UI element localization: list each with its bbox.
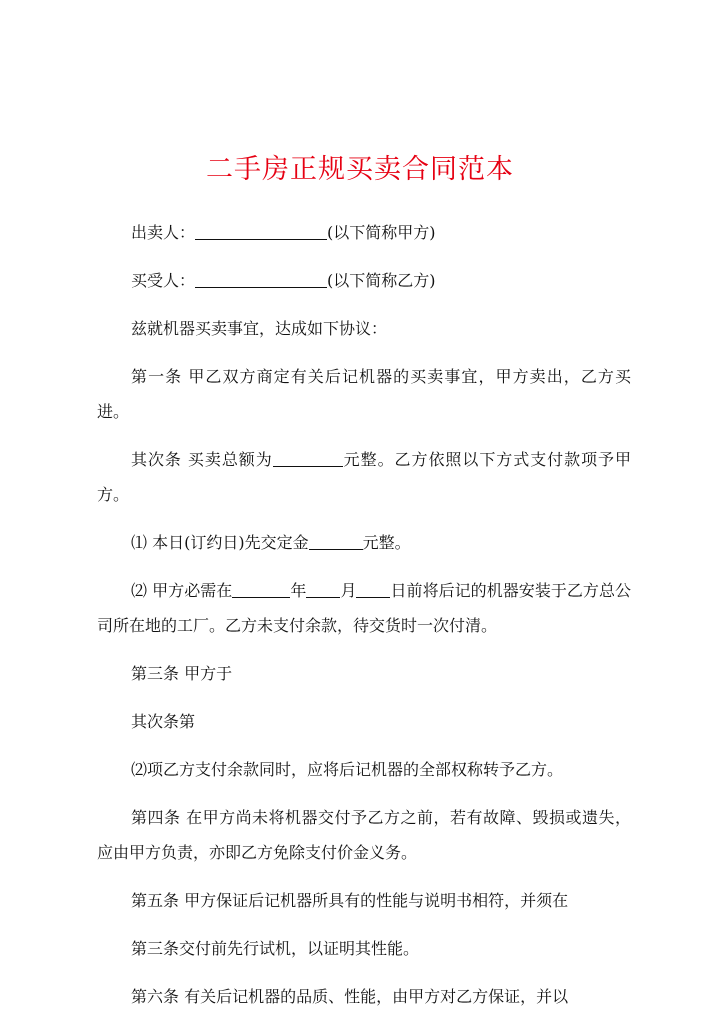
item-2-month: 月 [340, 581, 357, 600]
article-2-prefix: 其次条 买卖总额为 [131, 450, 273, 469]
day-blank [356, 579, 390, 598]
item-1-prefix: ⑴ 本日(订约日)先交定金 [131, 533, 309, 552]
seller-blank [195, 221, 327, 240]
seller-suffix: (以下简称甲方) [327, 223, 436, 242]
article-3-reference: 其次条第 [131, 712, 196, 731]
item-2-prefix: ⑵ 甲方必需在 [131, 581, 233, 600]
item-2 [97, 573, 631, 643]
buyer-line [97, 263, 631, 298]
item-2-suffix: 日前将后记的机器安装于乙方总公司所在地的工厂。乙方未支付余款，待交货时一次付清。 [97, 581, 631, 635]
total-amount-blank [273, 448, 343, 467]
buyer-label: 买受人： [131, 271, 196, 290]
article-3: 第三条 甲方于 [131, 664, 233, 683]
article-5-continuation: 第三条交付前先行试机，以证明其性能。 [131, 939, 420, 958]
document-body [97, 215, 631, 1027]
item-2-year: 年 [290, 581, 307, 600]
buyer-blank [195, 269, 327, 288]
article-4: 第四条 在甲方尚未将机器交付予乙方之前，若有故障、毁损或遗失，应由甲方负责，亦即乙方免除支付价金义务。 [97, 808, 631, 862]
article-2-suffix: 元整。乙方依照以下方式支付款项予甲方。 [97, 450, 631, 504]
buyer-suffix: (以下简称乙方) [327, 271, 436, 290]
item-1 [97, 525, 631, 560]
article-2 [97, 442, 631, 512]
article-1: 第一条 甲乙双方商定有关后记机器的买卖事宜，甲方卖出，乙方买进。 [97, 367, 631, 421]
document-title: 二手房正规买卖合同范本 [206, 154, 514, 185]
article-6: 第六条 有关后记机器的品质、性能，由甲方对乙方保证，并以 [131, 987, 569, 1006]
year-blank [232, 579, 290, 598]
item-1-suffix: 元整。 [362, 533, 411, 552]
intro-paragraph: 兹就机器买卖事宜，达成如下协议： [131, 319, 388, 338]
seller-line [97, 215, 631, 250]
deposit-blank [309, 531, 363, 550]
month-blank [306, 579, 340, 598]
article-5: 第五条 甲方保证后记机器所具有的性能与说明书相符，并须在 [131, 891, 569, 910]
seller-label: 出卖人： [131, 223, 196, 242]
article-3-body: ⑵项乙方支付余款同时，应将后记机器的全部权称转予乙方。 [131, 760, 564, 779]
